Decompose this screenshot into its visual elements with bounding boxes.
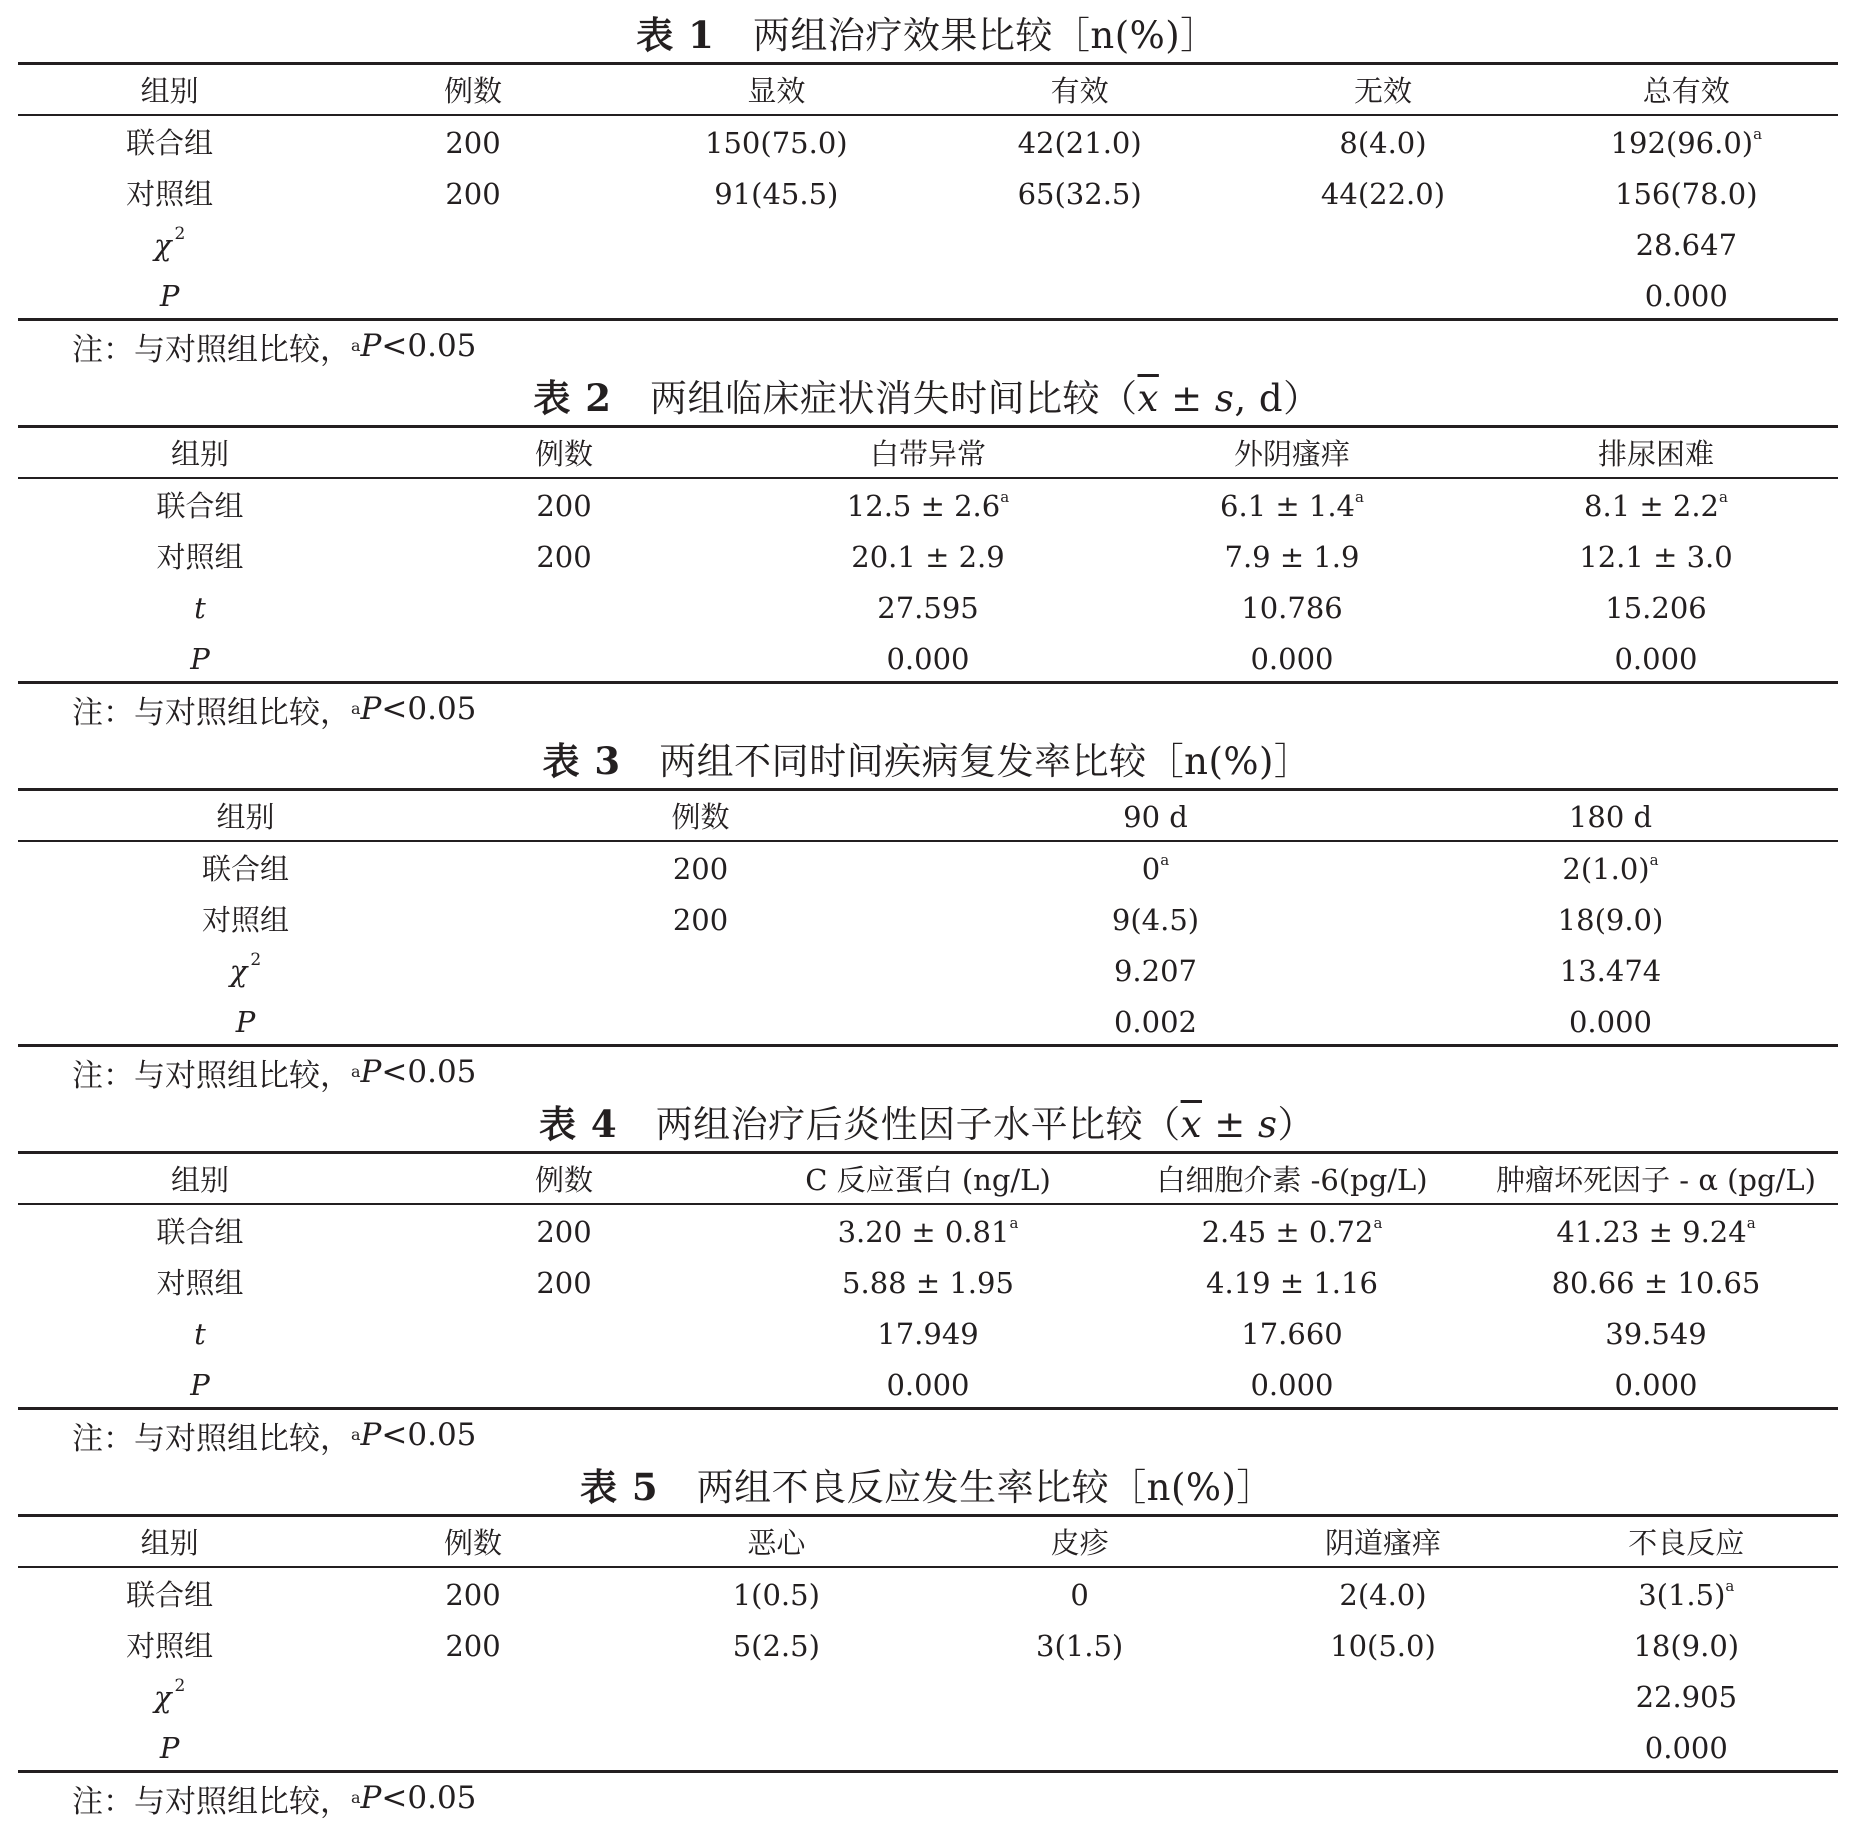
table-cell: 17.949 <box>877 1316 979 1351</box>
table-cell: $2(1.0)^a$ <box>1562 850 1659 886</box>
bottom-rule <box>18 1770 1838 1773</box>
top-rule <box>18 1151 1838 1154</box>
top-rule <box>18 62 1838 65</box>
table-cell: 200 <box>672 902 729 937</box>
table-cell: 0$^a$ <box>1141 850 1170 886</box>
table-note: 注：与对照组比较， a P <0.05 <box>72 691 477 731</box>
col-header: 90 d <box>1123 799 1188 834</box>
col-header: 例数 <box>534 1162 593 1197</box>
table-row <box>18 997 1838 1047</box>
table-cell: 3.20 ± 0.81$^a$ <box>837 1213 1019 1249</box>
significance-marker: a <box>1160 850 1170 869</box>
table-cell: 1(0.5) <box>732 1577 820 1612</box>
header-rule <box>18 114 1838 116</box>
col-header: 无效 <box>1353 73 1412 108</box>
table-2-caption <box>0 365 1854 425</box>
col-header: 组别 <box>216 799 275 834</box>
table-cell: 5.88 ± 1.95 <box>842 1265 1014 1300</box>
table-cell: 9(4.5) <box>1111 902 1200 937</box>
table-cell: 联合组 <box>156 1214 244 1249</box>
chi-square-label: χ $^2$ <box>153 223 186 262</box>
table-4 <box>0 1089 1854 1457</box>
table-4-caption <box>0 1091 1854 1151</box>
table-cell: 22.905 <box>1635 1679 1738 1714</box>
table-cell: 10.786 <box>1241 590 1343 625</box>
header-row <box>18 1518 1838 1568</box>
top-rule <box>18 425 1838 428</box>
significance-marker: a <box>1725 1576 1735 1595</box>
table-title: 两组治疗效果比较［n(%)］ <box>752 14 1218 57</box>
table-cell: 12.5 ± 2.6$^a$ <box>846 487 1010 523</box>
table-row <box>18 169 1838 219</box>
col-header: C 反应蛋白 (ng/L) <box>805 1162 1051 1197</box>
table-cell: 联合组 <box>126 125 214 160</box>
col-header: 排尿困难 <box>1597 436 1714 471</box>
table-2 <box>0 363 1854 731</box>
col-header: 白细胞介素 -6(pg/L) <box>1156 1162 1428 1197</box>
table-title: 两组临床症状消失时间比较（$\overline{x} \pm s$, d） <box>650 377 1321 420</box>
bottom-rule <box>18 318 1838 321</box>
col-header: 组别 <box>140 73 199 108</box>
table-cell: 200 <box>445 125 501 160</box>
table-cell: 联合组 <box>126 1577 214 1612</box>
table-row <box>18 481 1838 531</box>
table-cell: 6.1 ± 1.4$^a$ <box>1220 487 1364 523</box>
table-cell: 18(9.0) <box>1557 902 1664 937</box>
table-cell: 2.45 ± 0.72$^a$ <box>1201 1213 1383 1249</box>
table-cell: 对照组 <box>156 539 244 574</box>
top-rule <box>18 788 1838 791</box>
table-cell: 39.549 <box>1605 1316 1707 1351</box>
table-row <box>18 844 1838 894</box>
table-cell: 对照组 <box>126 176 214 211</box>
table-cell: 0.000 <box>1644 1730 1728 1765</box>
table-cell: 28.647 <box>1635 227 1738 262</box>
table-row <box>18 634 1838 684</box>
header-rule <box>18 1566 1838 1568</box>
p-value-label: P <box>159 1730 180 1765</box>
table-1 <box>0 0 1854 368</box>
table-row <box>18 1360 1838 1410</box>
table-row <box>18 118 1838 168</box>
table-note: 注：与对照组比较， a P <0.05 <box>72 1780 477 1820</box>
significance-marker: a <box>1009 1213 1019 1232</box>
table-cell: 0.002 <box>1113 1004 1198 1039</box>
table-cell: 0.000 <box>1614 641 1698 676</box>
bottom-rule <box>18 1407 1838 1410</box>
table-row <box>18 1621 1838 1671</box>
col-header: 例数 <box>443 1525 502 1560</box>
significance-marker: a <box>1355 487 1364 506</box>
table-cell: $3(1.5)^a$ <box>1638 1576 1735 1612</box>
chi-square-label: χ $^2$ <box>229 949 262 988</box>
bottom-rule <box>18 681 1838 684</box>
table-cell: 13.474 <box>1559 953 1662 988</box>
table-cell: 0.000 <box>886 1367 970 1402</box>
col-header: 有效 <box>1050 73 1109 108</box>
significance-marker: a <box>1000 487 1010 506</box>
col-header: 组别 <box>140 1525 199 1560</box>
table-cell: 对照组 <box>201 902 289 937</box>
table-5-caption <box>0 1454 1854 1514</box>
col-header: 阴道瘙痒 <box>1324 1525 1441 1560</box>
table-cell: 65(32.5) <box>1017 176 1142 211</box>
table-note: 注：与对照组比较， a P <0.05 <box>72 1054 477 1094</box>
p-value-label: P <box>159 278 180 313</box>
table-3 <box>0 726 1854 1094</box>
table-cell: 8(4.0) <box>1339 125 1427 160</box>
table-cell: 10(5.0) <box>1330 1628 1436 1663</box>
col-header: 180 d <box>1568 799 1653 834</box>
significance-marker: a <box>1719 487 1728 506</box>
top-rule <box>18 1514 1838 1517</box>
table-cell: 200 <box>536 1214 592 1249</box>
table-cell: 200 <box>445 176 501 211</box>
table-cell: 0 <box>1070 1577 1089 1612</box>
col-header: 显效 <box>747 73 806 108</box>
table-title: 两组治疗后炎性因子水平比较$(\overline{x} \pm s)$ <box>655 1103 1316 1146</box>
significance-marker: a <box>1753 124 1763 143</box>
table-cell: 200 <box>536 1265 592 1300</box>
table-cell: 0.000 <box>1644 278 1728 313</box>
table-cell: 联合组 <box>156 488 244 523</box>
table-cell: 2(4.0) <box>1339 1577 1427 1612</box>
chi-square-label: χ $^2$ <box>153 1675 186 1714</box>
table-label: 表 5 <box>580 1465 659 1509</box>
significance-marker: a <box>1373 1213 1383 1232</box>
header-rule <box>18 1203 1838 1205</box>
table-row <box>18 1570 1838 1620</box>
table-cell: 联合组 <box>201 851 289 886</box>
header-row <box>18 792 1838 842</box>
col-header: 组别 <box>170 436 229 471</box>
table-cell: 17.660 <box>1241 1316 1343 1351</box>
table-cell: 0.000 <box>1250 1367 1334 1402</box>
table-title: 两组不良反应发生率比较［n(%)］ <box>696 1466 1274 1509</box>
table-cell: 150(75.0) <box>705 125 848 160</box>
table-cell: 0.000 <box>1568 1004 1653 1039</box>
header-row <box>18 429 1838 479</box>
p-value-label: P <box>235 1004 256 1039</box>
col-header: 肿瘤坏死因子 - α (pg/L) <box>1496 1162 1816 1197</box>
significance-marker: a <box>1649 850 1659 869</box>
table-cell: 对照组 <box>126 1628 214 1663</box>
col-header: 白带异常 <box>869 436 986 471</box>
t-value-label: t <box>194 1316 206 1351</box>
col-header: 例数 <box>443 73 502 108</box>
table-row <box>18 1258 1838 1308</box>
col-header: 例数 <box>534 436 593 471</box>
table-cell: 20.1 ± 2.9 <box>851 539 1005 574</box>
table-cell: 27.595 <box>877 590 979 625</box>
table-cell: 200 <box>536 488 592 523</box>
table-label: 表 2 <box>533 376 612 420</box>
table-cell: 42(21.0) <box>1017 125 1142 160</box>
table-cell: 80.66 ± 10.65 <box>1551 1265 1761 1300</box>
header-rule <box>18 477 1838 479</box>
table-row <box>18 583 1838 633</box>
table-cell: 15.206 <box>1605 590 1707 625</box>
table-cell: 对照组 <box>156 1265 244 1300</box>
table-3-caption <box>0 728 1854 788</box>
table-cell: 8.1 ± 2.2$^a$ <box>1584 487 1728 523</box>
table-cell: 44(22.0) <box>1320 176 1446 211</box>
table-cell: $192(96.0)^a$ <box>1610 124 1763 160</box>
table-cell: 5(2.5) <box>732 1628 820 1663</box>
table-label: 表 3 <box>542 739 622 783</box>
table-row <box>18 1207 1838 1257</box>
table-cell: 156(78.0) <box>1615 176 1758 211</box>
table-1-caption <box>0 2 1854 62</box>
p-value-label: P <box>190 1367 210 1402</box>
table-cell: 0.000 <box>1614 1367 1698 1402</box>
table-cell: 0.000 <box>1250 641 1334 676</box>
table-cell: 7.9 ± 1.9 <box>1224 539 1360 574</box>
table-label: 表 4 <box>538 1102 618 1146</box>
header-row <box>18 66 1838 116</box>
table-label: 表 1 <box>636 13 715 57</box>
table-row <box>18 1309 1838 1359</box>
table-cell: 18(9.0) <box>1633 1628 1740 1663</box>
significance-marker: a <box>1746 1213 1756 1232</box>
table-note: 注：与对照组比较， a P <0.05 <box>72 1417 477 1457</box>
table-cell: 200 <box>445 1628 501 1663</box>
table-row <box>18 271 1838 321</box>
col-header: 外阴瘙痒 <box>1233 436 1350 471</box>
table-row <box>18 946 1838 996</box>
table-cell: 200 <box>536 539 592 574</box>
table-cell: 200 <box>445 1577 501 1612</box>
bottom-rule <box>18 1044 1838 1047</box>
col-header: 恶心 <box>747 1525 806 1560</box>
header-row <box>18 1155 1838 1205</box>
col-header: 不良反应 <box>1628 1525 1745 1560</box>
table-cell: 9.207 <box>1113 953 1198 988</box>
table-cell: 3(1.5) <box>1036 1628 1124 1663</box>
table-cell: 12.1 ± 3.0 <box>1579 539 1733 574</box>
col-header: 皮疹 <box>1050 1525 1109 1560</box>
table-cell: 91(45.5) <box>714 176 839 211</box>
table-title: 两组不同时间疾病复发率比较［n(%)］ <box>659 740 1312 783</box>
table-row <box>18 1723 1838 1773</box>
table-row <box>18 895 1838 945</box>
table-row <box>18 1672 1838 1722</box>
header-rule <box>18 840 1838 842</box>
table-note: 注：与对照组比较， a P <0.05 <box>72 328 477 368</box>
table-5 <box>0 1452 1854 1820</box>
table-cell: 200 <box>672 851 729 886</box>
table-cell: 41.23 ± 9.24$^a$ <box>1556 1213 1756 1249</box>
table-cell: 0.000 <box>886 641 970 676</box>
p-value-label: P <box>190 641 210 676</box>
col-header: 例数 <box>671 799 730 834</box>
t-value-label: t <box>194 590 206 625</box>
table-row <box>18 532 1838 582</box>
col-header: 总有效 <box>1642 73 1730 108</box>
col-header: 组别 <box>170 1162 229 1197</box>
table-cell: 4.19 ± 1.16 <box>1206 1265 1378 1300</box>
table-row <box>18 220 1838 270</box>
